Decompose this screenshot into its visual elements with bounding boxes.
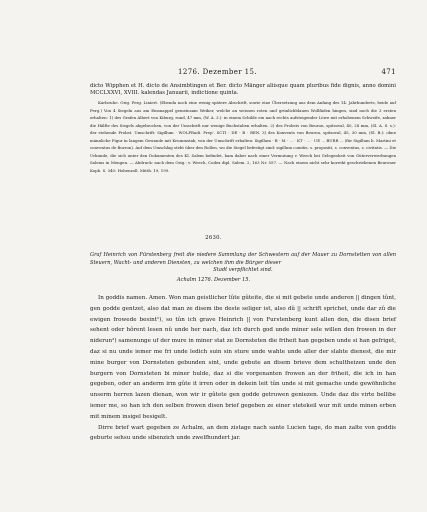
regest-line-last: Stadt verpflichtet sind. bbox=[213, 267, 273, 274]
regest-line: Graf Heinrich von Fürstenberg freit die niedere Sammlung der Schwestern auf der Mauer zu Dornstetten von allen Steuern, Wacht- und anderen Diensten, zu welchen ihm die Bürger dieser bbox=[90, 252, 396, 266]
charter-paragraph: Dirre brief wart gegeben ze Achalm, an dem zistage nach sante Lucien tage, do man zalte von goddis geburte sehsu unde sibenzich unde zwelfhundert jar. bbox=[90, 424, 396, 442]
regest-summary bbox=[90, 252, 396, 275]
header-year-date: 1276. Dezember 15. bbox=[178, 68, 258, 76]
page-number: 471 bbox=[381, 68, 396, 76]
source-notes bbox=[90, 99, 396, 174]
charter-paragraph: In goddis namen. Amen. Won man geistlicher lûte gûteite, die si mit gebete unde anderen || dingen tûnt, gen godde gentzet, also dat man ze disem ibe deste seliger ist, also dû || schrift sprichet, unde dar zû die ewigen frowede besint¹), so tûn ich grave Heinrich || von Furstenberg kunt allen den, die disen brief sehent oder hôrent lesen nû unde her nach, daz ich durch god unde miner sele willen den frowen in der niderun²) samenunge uf der mure in miner stat ze Dornsteten die friheit han gegeben unde si han gefriget, daz si nu unde iemer me fri unde ledich suin sin sture unde wahte unde aller der slahte dienest, die mir mine burger von Dornsteten gebunden sint, unde gebute an disem brieve dem schultheizen unde den burgern von Dornsteten bi miner hulde, daz si die vorgenanten frowen an der friheit, die ich in han gegeben, oder an anderm irm gûte it irren oder in dekein leit tûn unde si mit gemache unde gewöhnliche unserm herren lazen dienan, won wir ir gûtete gen godde getruwen geniezen. Unde daz dis virte bellibe iemer me, so han ich den selben frowen disen brief gegeben ze einer stetekeil wur mit unde minen erben mit minem insigel besigelt. bbox=[90, 295, 396, 420]
carry-over-text: dicto Wipphen et H. dicto de Ansimbtingen et Ber. dicto Mänger aliisque quam pluribus fide dignis, anno domini MCCLXXVI, XVIII. kalendas Januarii, indictione quinta. bbox=[90, 83, 396, 97]
charter-text bbox=[90, 293, 396, 444]
dateline: Achalm 1276. Dezember 15. bbox=[176, 277, 251, 283]
source-note-paragraph: Karlsruhe. Orig. Perg. Liniert. (Ebenda noch eine wenig spätere Abschrift, sowie eine Übersetzung aus dem Anfang des 14. Jahrhunderts, beide auf Perg.) Von 4 Siegeln aus am Einsnappel gemeinsam Weiher, welche an weissen roten und grünlichblauen Wollfäden hingen, sind noch die 3 ersten erhalten: 1) des Grafen Albert von Kiburg, rund, 47 mm, (W. A. 3.): in einem Schilde ein nach rechts aufsteigender Löwe mit erhobenem Schweife, zahner die Hälfte des Siegels abgebrochen, von der Umschrift nur wenige Buchstaben erhalten. 2) des Probsts von Beuron, spitzoval, 40, 28 mm, (Sl. A. S. s.): der stehende Probst. Umschrift: Sigillum · WOLFRadi. Prep'. SCTI · DE · B · REN. 3) des Konvents von Beuron, spitzoval, 45, 30 mm, (Sl. B.): ohne männliche Figur in langem Gewande mit Krummstab, von der Umschrift erhalten: Sigillum · B · M · ... · KT · ... · UE ... BURR ... (für Sigillum b. Martini et conventus de Burron). Auf dem Umschlag steht über den Rollen, wo die Siegel befestigt sind: sigillum comitis, s. propositi, s. conventus, s. civitatis. — Die Urkunde, die sich unter den Dokumenten des Kl. Salem befindet, kam daher nach einer Vermutung v. Weech bei Gelegenheit von Güterverwerbungen Salems in Mengen. — Abdruck: nach dem Orig.: v. Weech, Codex dipl. Salem. 2, 163 Nr. 557. — Nach einem nicht sehr korrekt geschriebenen Beuroner Kopb. S. 340: Hohenzoll. Mitth. 19, 199. bbox=[90, 100, 396, 173]
document-number: 2630. bbox=[205, 235, 222, 241]
